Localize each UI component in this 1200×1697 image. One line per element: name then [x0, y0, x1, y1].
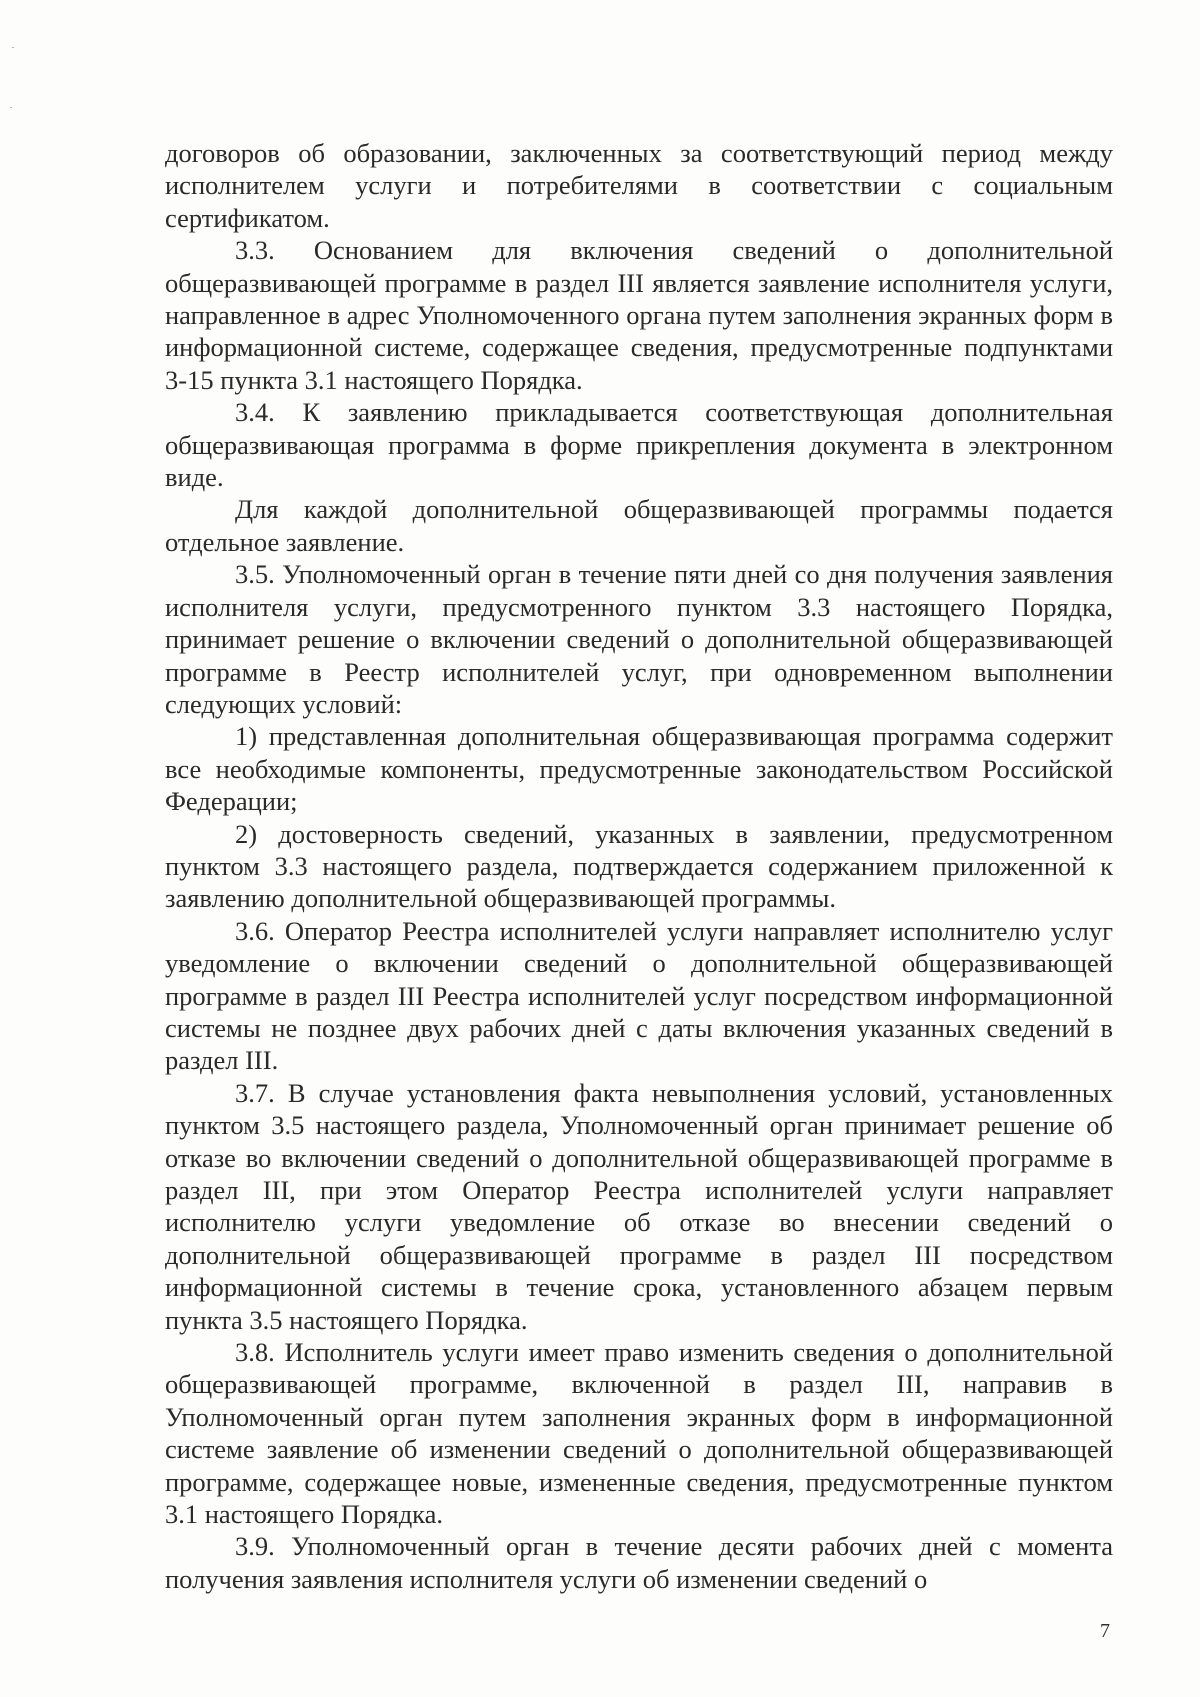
paragraph-3-7: 3.7. В случае установления факта невыполнения условий, установленных пунктом 3.5 настоящего раздела, Уполномоченный орган принимает решение об отказе во включении сведений о дополнительной общеразвивающей программе в раздел III, при этом Оператор Реестра исполнителей услуги направляет исполнителю услуги уведомление об отказе во внесении сведений о дополнительной общеразвивающей программе в раздел III посредством информационной системы в течение срока, установленного абзацем первым пункта 3.5 настоящего Порядка.: [165, 1077, 1113, 1335]
paragraph-separate-application: Для каждой дополнительной общеразвивающей программы подается отдельное заявление.: [165, 494, 1113, 557]
paragraph-3-3: 3.3. Основанием для включения сведений о дополнительной общеразвивающей программе в раздел III является заявление исполнителя услуги, направленное в адрес Уполномоченного органа путем заполнения экранных форм в информационной системе, содержащее сведения, предусмотренные подпунктами 3-15 пункта 3.1 настоящего Порядка.: [165, 235, 1113, 395]
document-body: [165, 137, 1113, 1595]
scan-speck: [12, 47, 14, 48]
paragraph-3-8: 3.8. Исполнитель услуги имеет право изменить сведения о дополнительной общеразвивающей программе, включенной в раздел III, направив в Уполномоченный орган путем заполнения экранных форм в информационной системе заявление об изменении сведений о дополнительной общеразвивающей программе, содержащее новые, измененные сведения, предусмотренные пунктом 3.1 настоящего Порядка.: [165, 1337, 1113, 1530]
paragraph-3-4: 3.4. К заявлению прикладывается соответствующая дополнительная общеразвивающая программа в форме прикрепления документа в электронном виде.: [165, 397, 1113, 493]
list-item-2: 2) достоверность сведений, указанных в заявлении, предусмотренном пунктом 3.3 настоящего раздела, подтверждается содержанием приложенной к заявлению дополнительной общеразвивающей программы.: [165, 818, 1113, 914]
list-item-1: 1) представленная дополнительная общеразвивающая программа содержит все необходимые компоненты, предусмотренные законодательством Российской Федерации;: [165, 721, 1113, 817]
paragraph-3-6: 3.6. Оператор Реестра исполнителей услуги направляет исполнителю услуг уведомление о включении сведений о дополнительной общеразвивающей программе в раздел III Реестра исполнителей услуг посредством информационной системы не позднее двух рабочих дней с даты включения указанных сведений в раздел III.: [165, 915, 1113, 1076]
page-number: 7: [1100, 1620, 1110, 1642]
paragraph-3-5: 3.5. Уполномоченный орган в течение пяти дней со дня получения заявления исполнителя услуги, предусмотренного пунктом 3.3 настоящего Порядка, принимает решение о включении сведений о дополнительной общеразвивающей программе в Реестр исполнителей услуг, при одновременном выполнении следующих условий:: [165, 559, 1113, 719]
paragraph-3-9: 3.9. Уполномоченный орган в течение десяти рабочих дней с момента получения заявления исполнителя услуги об изменении сведений о: [165, 1531, 1113, 1594]
paragraph-continuation: договоров об образовании, заключенных за соответствующий период между исполнителем услуги и потребителями в соответствии с социальным сертификатом.: [165, 138, 1113, 233]
scan-speck: [10, 107, 12, 108]
